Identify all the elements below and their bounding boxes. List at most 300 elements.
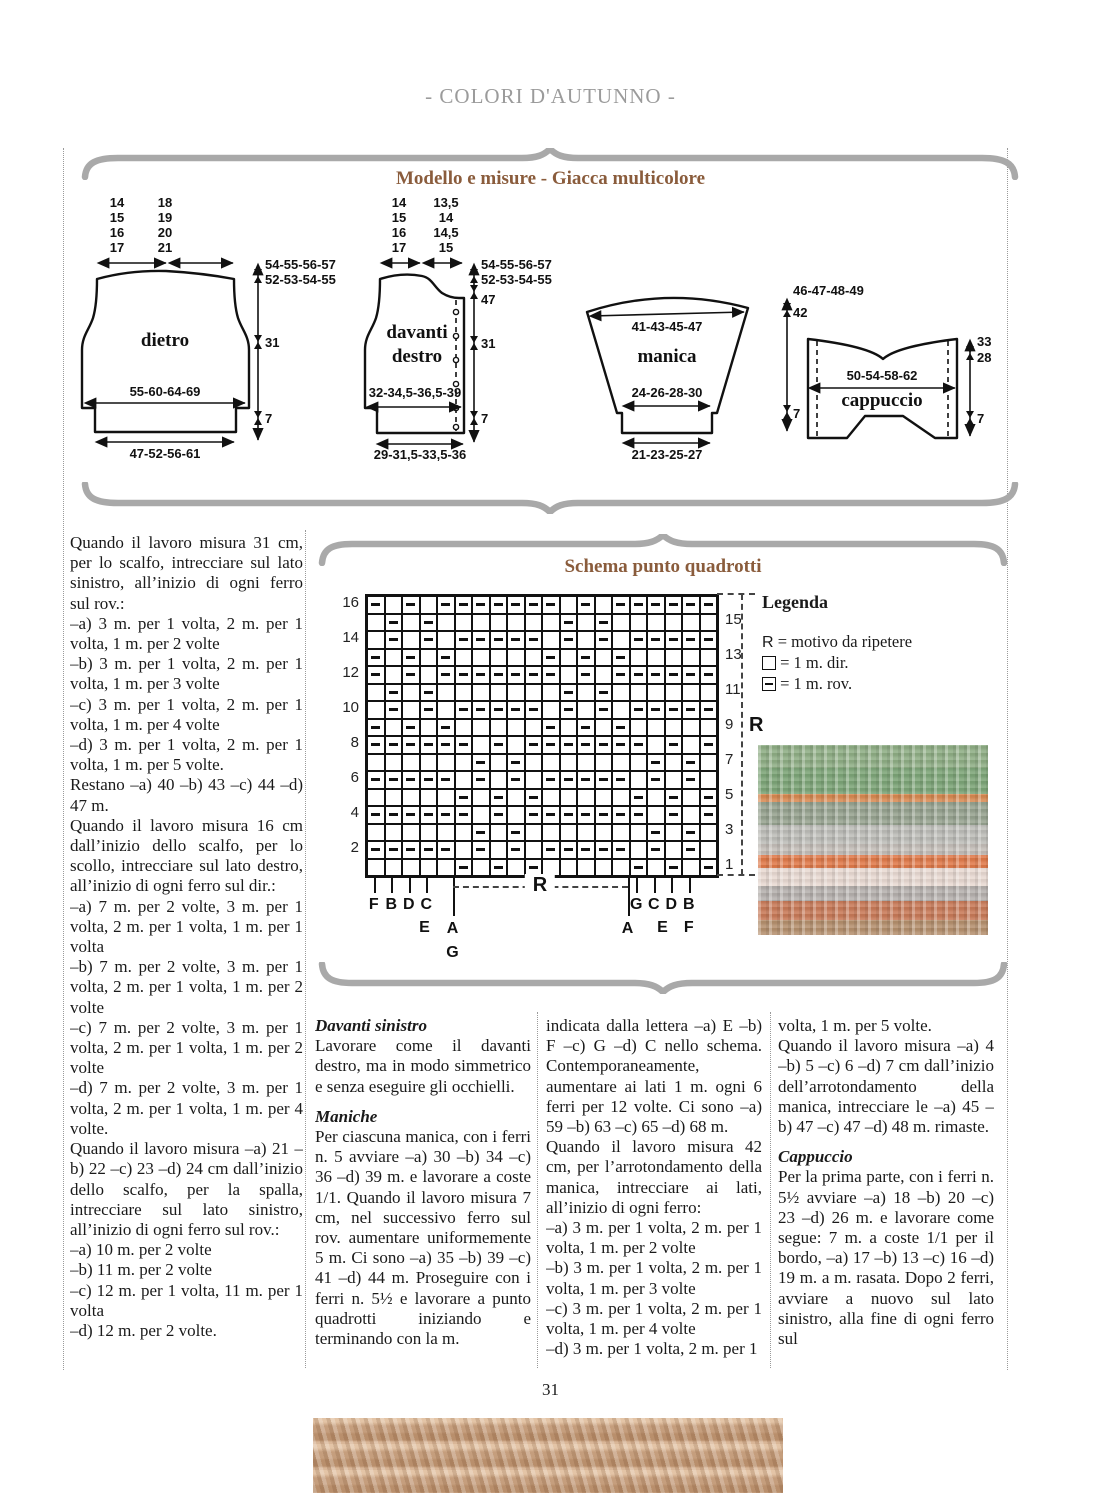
magazine-title: - COLORI D'AUTUNNO - [425, 84, 676, 108]
row-number-left: 2 [350, 838, 359, 856]
purl-cell [630, 736, 648, 754]
instructions-column-4 [778, 1016, 994, 1366]
purl-cell [665, 631, 683, 649]
knit-cell [402, 754, 420, 772]
paragraph: Restano –a) 40 –b) 43 –c) 44 –d) 47 m. [70, 775, 303, 815]
knit-cell [507, 614, 525, 632]
row-number-right: 5 [725, 786, 734, 804]
purl-cell [542, 666, 560, 684]
svg-text:15: 15 [109, 210, 125, 225]
knit-cell [367, 631, 385, 649]
column-rule-3 [770, 1012, 771, 1368]
svg-text:21: 21 [157, 240, 173, 255]
knit-cell [455, 684, 473, 702]
paragraph: Quando il lavoro misura 16 cm dall’inizio dello scalfo, per lo scollo, intrecciare sul lato destro, all’inizio di ogni ferro sul dir.: [70, 815, 303, 896]
knit-cell [682, 614, 700, 632]
knit-cell [525, 841, 543, 859]
purl-cell [507, 841, 525, 859]
purl-cell [490, 736, 508, 754]
knit-cell [525, 824, 543, 842]
purl-cell [385, 736, 403, 754]
diagram-manica [587, 283, 864, 462]
knit-cell [700, 754, 718, 772]
purl-cell [700, 806, 718, 824]
purl-cell [525, 736, 543, 754]
knit-cell [420, 649, 438, 667]
row-number-left: 6 [350, 768, 359, 786]
start-marker-line [391, 878, 393, 893]
dietro-outline [82, 271, 249, 432]
knit-cell [665, 649, 683, 667]
purl-cell [577, 841, 595, 859]
repeat-start-letter: A [446, 920, 459, 937]
knit-cell [577, 859, 595, 877]
knit-cell [385, 719, 403, 737]
knit-square-icon [762, 656, 776, 670]
svg-text:cappuccio: cappuccio [841, 390, 923, 411]
purl-cell [647, 701, 665, 719]
svg-text:46-47-48-49: 46-47-48-49 [793, 283, 864, 298]
purl-cell [385, 701, 403, 719]
legend-repeat-line [762, 632, 912, 652]
knit-cell [490, 771, 508, 789]
purl-cell [420, 684, 438, 702]
knit-cell [490, 719, 508, 737]
knit-cell [647, 649, 665, 667]
purl-cell [647, 666, 665, 684]
svg-text:16: 16 [109, 225, 125, 240]
svg-text:31: 31 [481, 336, 496, 351]
purl-cell [420, 631, 438, 649]
start-letter: G [630, 896, 643, 913]
purl-cell [612, 596, 630, 614]
knit-cell [542, 631, 560, 649]
start-letter: C [420, 896, 433, 913]
knit-cell [525, 614, 543, 632]
svg-text:15: 15 [438, 240, 454, 255]
purl-cell [437, 649, 455, 667]
svg-text:52-53-54-55: 52-53-54-55 [481, 272, 552, 287]
svg-text:17: 17 [109, 240, 125, 255]
svg-text:54-55-56-57: 54-55-56-57 [481, 257, 552, 272]
svg-text:dietro: dietro [140, 330, 190, 351]
purl-cell [385, 631, 403, 649]
swatch-stripe [758, 901, 988, 920]
knit-cell [612, 824, 630, 842]
purl-cell [367, 736, 385, 754]
knit-cell [525, 684, 543, 702]
swatch-stripe [758, 886, 988, 901]
knit-cell [490, 824, 508, 842]
purl-cell [367, 596, 385, 614]
knit-cell [490, 754, 508, 772]
purl-cell [367, 771, 385, 789]
swatch-stripe [758, 825, 988, 844]
knit-cell [630, 614, 648, 632]
knit-cell [385, 649, 403, 667]
knit-cell [647, 789, 665, 807]
knit-cell [525, 771, 543, 789]
knit-cell [420, 719, 438, 737]
purl-cell [455, 596, 473, 614]
purl-cell [472, 666, 490, 684]
column-rule-2 [537, 1012, 538, 1368]
knit-cell [700, 614, 718, 632]
purl-cell [420, 701, 438, 719]
svg-text:41-43-45-47: 41-43-45-47 [631, 319, 703, 334]
svg-text:47: 47 [481, 292, 496, 307]
start-letter: D [402, 896, 415, 913]
knit-cell [490, 649, 508, 667]
knit-cell [455, 824, 473, 842]
paragraph: Per la prima parte, con i ferri n. 5½ avviare –a) 18 –b) 20 –c) 23 –d) 26 m. e lavorare come segue: 7 m. a coste 1/1 per il bordo, –a) 17 –b) 13 –c) 16 –d) 19 m. a m. rasata. Dopo 2 ferri, avviare a nuovo sul lato sinistro, alla fine di ogni ferro sul [778, 1167, 994, 1349]
knit-cell [507, 736, 525, 754]
knit-cell [560, 789, 578, 807]
knit-cell [682, 684, 700, 702]
knit-cell [367, 684, 385, 702]
paragraph: –a) 3 m. per 1 volta, 2 m. per 1 volta, 1 m. per 2 volte [70, 613, 303, 654]
diagram-cappuccio [808, 334, 991, 438]
purl-cell [472, 631, 490, 649]
start-marker-line [636, 878, 638, 893]
diagram-davanti-destro [365, 195, 552, 462]
knit-cell [595, 596, 613, 614]
purl-cell [560, 614, 578, 632]
svg-text:52-53-54-55: 52-53-54-55 [265, 272, 336, 287]
purl-cell [630, 859, 648, 877]
knit-cell [455, 649, 473, 667]
legend-r-symbol: R [762, 634, 774, 651]
svg-text:55-60-64-69: 55-60-64-69 [129, 384, 201, 399]
knit-cell [490, 841, 508, 859]
purl-cell [367, 806, 385, 824]
knit-cell [612, 789, 630, 807]
knit-cell [682, 736, 700, 754]
knit-cell [385, 666, 403, 684]
purl-cell [647, 841, 665, 859]
purl-cell [507, 824, 525, 842]
knit-cell [612, 631, 630, 649]
knit-cell [507, 789, 525, 807]
purl-cell [682, 771, 700, 789]
knit-cell [560, 596, 578, 614]
paragraph: –c) 3 m. per 1 volta, 2 m. per 1 volta, 1 m. per 4 volte [546, 1298, 762, 1339]
purl-cell [630, 789, 648, 807]
swatch-stripe [758, 794, 988, 802]
knit-cell [560, 649, 578, 667]
knit-cell [437, 631, 455, 649]
purl-cell [595, 736, 613, 754]
svg-text:28: 28 [977, 350, 992, 365]
knit-cell [577, 614, 595, 632]
knit-swatch-photo [758, 745, 988, 935]
purl-cell [402, 841, 420, 859]
knit-cell [402, 859, 420, 877]
purl-cell [472, 841, 490, 859]
knit-cell [367, 859, 385, 877]
row-number-left: 16 [342, 593, 359, 611]
knit-cell [577, 754, 595, 772]
row-number-left: 14 [342, 628, 359, 646]
schema-section-title: Schema punto quadrotti [564, 556, 762, 577]
knit-cell [525, 719, 543, 737]
knit-cell [577, 631, 595, 649]
svg-text:14: 14 [438, 210, 454, 225]
knit-cell [612, 859, 630, 877]
knit-cell [630, 719, 648, 737]
knit-cell [595, 719, 613, 737]
knit-cell [367, 614, 385, 632]
svg-text:7: 7 [481, 411, 489, 426]
knit-cell [612, 754, 630, 772]
stitch-chart-grid [365, 594, 719, 878]
purl-cell [577, 719, 595, 737]
purl-cell [542, 841, 560, 859]
knit-cell [542, 789, 560, 807]
knit-cell [700, 649, 718, 667]
knit-cell [577, 701, 595, 719]
start-marker-line [426, 878, 428, 893]
purl-cell [612, 806, 630, 824]
section-heading: Davanti sinistro [315, 1016, 427, 1035]
chart-repeat-tick-bottom [717, 874, 755, 876]
knit-cell [385, 824, 403, 842]
knit-cell [595, 824, 613, 842]
knit-cell [682, 789, 700, 807]
swatch-stripe [758, 868, 988, 885]
purl-cell [612, 666, 630, 684]
svg-text:davanti: davanti [386, 322, 448, 343]
legend-purl-line [762, 674, 852, 694]
purl-cell [385, 614, 403, 632]
purl-cell [437, 596, 455, 614]
purl-cell [647, 631, 665, 649]
knit-cell [455, 719, 473, 737]
knit-cell [560, 824, 578, 842]
knit-cell [402, 684, 420, 702]
purl-cell [700, 701, 718, 719]
purl-cell [490, 666, 508, 684]
svg-text:7: 7 [265, 411, 273, 426]
paragraph: –d) 3 m. per 1 volta, 2 m. per 1 [546, 1339, 758, 1359]
purl-cell [700, 631, 718, 649]
swatch-stripe [758, 920, 988, 935]
knit-cell [507, 806, 525, 824]
knit-cell [420, 824, 438, 842]
purl-cell [595, 771, 613, 789]
purl-cell [630, 701, 648, 719]
knit-cell [437, 701, 455, 719]
purl-cell [507, 754, 525, 772]
paragraph: Quando il lavoro misura –a) 21 –b) 22 –c) 23 –d) 24 cm dall’inizio dello scalfo, per la spalla, intrecciare sul lato sinistro, all’inizio di ogni ferro sul rov.: [70, 1139, 303, 1239]
purl-cell [402, 736, 420, 754]
svg-text:7: 7 [977, 411, 985, 426]
start-marker-line [374, 878, 376, 893]
knit-cell [385, 596, 403, 614]
knit-cell [700, 684, 718, 702]
knit-cell [630, 841, 648, 859]
svg-text:50-54-58-62: 50-54-58-62 [846, 368, 918, 383]
purl-cell [665, 806, 683, 824]
bottom-knit-photo [313, 1418, 783, 1493]
purl-cell [560, 841, 578, 859]
purl-cell [560, 771, 578, 789]
purl-cell [577, 666, 595, 684]
purl-cell [420, 736, 438, 754]
purl-cell [577, 736, 595, 754]
knit-cell [507, 859, 525, 877]
purl-cell [455, 789, 473, 807]
swatch-stripe [758, 768, 988, 795]
paragraph: –a) 10 m. per 2 volte [70, 1240, 212, 1260]
knit-cell [665, 684, 683, 702]
knit-cell [682, 649, 700, 667]
svg-text:42: 42 [793, 305, 808, 320]
start-letter: C [647, 896, 660, 913]
instructions-column-2 [315, 1016, 531, 1366]
instructions-column-1 [70, 533, 303, 1369]
paragraph: Quando il lavoro misura 31 cm, per lo scalfo, intrecciare sul lato sinistro, all’inizio di ogni ferro sul rov.: [70, 533, 303, 613]
purl-cell [630, 806, 648, 824]
knit-cell [437, 614, 455, 632]
knit-cell [472, 789, 490, 807]
start-letter: E [657, 919, 668, 936]
knit-cell [612, 684, 630, 702]
purl-cell [595, 631, 613, 649]
knit-cell [472, 719, 490, 737]
purl-cell [437, 771, 455, 789]
paragraph: volta, 1 m. per 5 volte. [778, 1016, 932, 1035]
row-number-right: 7 [725, 751, 734, 769]
knit-cell [700, 719, 718, 737]
knit-cell [437, 789, 455, 807]
purl-cell [437, 666, 455, 684]
knit-cell [367, 701, 385, 719]
purl-cell [542, 649, 560, 667]
knit-cell [700, 841, 718, 859]
row-number-right: 9 [725, 716, 734, 734]
knit-cell [595, 789, 613, 807]
knit-cell [630, 684, 648, 702]
paragraph: –c) 12 m. per 1 volta, 11 m. per 1 volta [70, 1280, 303, 1320]
knit-cell [472, 859, 490, 877]
purl-cell [525, 806, 543, 824]
svg-text:24-26-28-30: 24-26-28-30 [631, 385, 703, 400]
knit-cell [577, 789, 595, 807]
start-letter: E [419, 919, 430, 936]
svg-text:14: 14 [391, 195, 407, 210]
purl-cell [385, 806, 403, 824]
legend-knit-text: = 1 m. dir. [780, 653, 849, 672]
start-letter: F [683, 919, 694, 936]
purl-cell [367, 719, 385, 737]
knit-cell [700, 771, 718, 789]
paragraph: –d) 3 m. per 1 volta, 2 m. per 1 volta, 1 m. per 5 volte. [70, 735, 303, 775]
purl-cell [560, 701, 578, 719]
purl-cell [577, 596, 595, 614]
knit-cell [525, 754, 543, 772]
purl-cell [420, 771, 438, 789]
swatch-stripe [758, 855, 988, 868]
start-marker-line [671, 878, 673, 893]
svg-text:33: 33 [977, 334, 992, 349]
purl-cell [665, 666, 683, 684]
pattern-schematics [60, 190, 1041, 482]
purl-cell [560, 736, 578, 754]
paragraph: –b) 3 m. per 1 volta, 2 m. per 1 volta, 1 m. per 3 volte [70, 654, 303, 694]
row-number-right: 11 [725, 681, 741, 699]
knit-cell [420, 596, 438, 614]
purl-cell [367, 841, 385, 859]
repeat-r-bottom: R [525, 874, 555, 897]
purl-cell [472, 596, 490, 614]
paragraph: –a) 7 m. per 2 volte, 3 m. per 1 volta, 2 m. per 1 volta, 1 m. per 1 volta [70, 896, 303, 957]
purl-cell [437, 736, 455, 754]
purl-cell [490, 806, 508, 824]
purl-cell [525, 789, 543, 807]
purl-cell [455, 736, 473, 754]
purl-cell [630, 596, 648, 614]
paragraph: Quando il lavoro misura –a) 4 –b) 5 –c) 6 –d) 7 cm dall’inizio dell’arrotondamento della manica, intrecciare le –a) 45 –b) 47 –c) 47 –d) 48 m. rimaste. [778, 1036, 994, 1137]
knit-cell [420, 789, 438, 807]
purl-cell [700, 666, 718, 684]
purl-cell [612, 719, 630, 737]
knit-cell [647, 859, 665, 877]
purl-cell [560, 631, 578, 649]
knit-cell [402, 701, 420, 719]
row-number-right: 15 [725, 611, 742, 629]
svg-text:7: 7 [793, 406, 801, 421]
knit-cell [577, 824, 595, 842]
knit-cell [472, 649, 490, 667]
svg-text:15: 15 [391, 210, 407, 225]
purl-cell [402, 649, 420, 667]
knit-cell [420, 859, 438, 877]
legend-purl-text: = 1 m. rov. [780, 674, 853, 693]
purl-cell [612, 736, 630, 754]
purl-cell [542, 806, 560, 824]
purl-cell [490, 789, 508, 807]
knit-cell [595, 666, 613, 684]
knit-cell [455, 841, 473, 859]
section-heading: Cappuccio [778, 1147, 853, 1167]
start-marker-line [654, 878, 656, 893]
knit-cell [420, 666, 438, 684]
purl-cell [542, 771, 560, 789]
purl-cell [682, 596, 700, 614]
brace-top-close [80, 482, 1020, 514]
purl-cell [542, 736, 560, 754]
knit-cell [542, 824, 560, 842]
purl-cell [507, 701, 525, 719]
knit-cell [525, 649, 543, 667]
row-number-right: 1 [725, 856, 734, 874]
start-marker-line [689, 878, 691, 893]
purl-cell [507, 666, 525, 684]
purl-cell [455, 701, 473, 719]
purl-cell [367, 666, 385, 684]
purl-cell [682, 841, 700, 859]
purl-cell [595, 614, 613, 632]
purl-cell [682, 666, 700, 684]
purl-cell [420, 614, 438, 632]
start-letter: D [665, 896, 678, 913]
knit-cell [542, 701, 560, 719]
paragraph: Per ciascuna manica, con i ferri n. 5 avviare –a) 30 –b) 34 –c) 36 –d) 39 m. e lavorare a coste 1/1. Quando il lavoro misura 7 cm, nel successivo ferro sul rov. aumentare uniformemente 5 m. Ci sono –a) 35 –b) 39 –c) 41 –d) 44 m. Proseguire con i ferri n. 5½ e lavorare a punto quadrotti iniziando e terminando con la m. [315, 1127, 531, 1349]
purl-cell [595, 841, 613, 859]
knit-cell [560, 859, 578, 877]
svg-text:13,5: 13,5 [433, 195, 459, 210]
